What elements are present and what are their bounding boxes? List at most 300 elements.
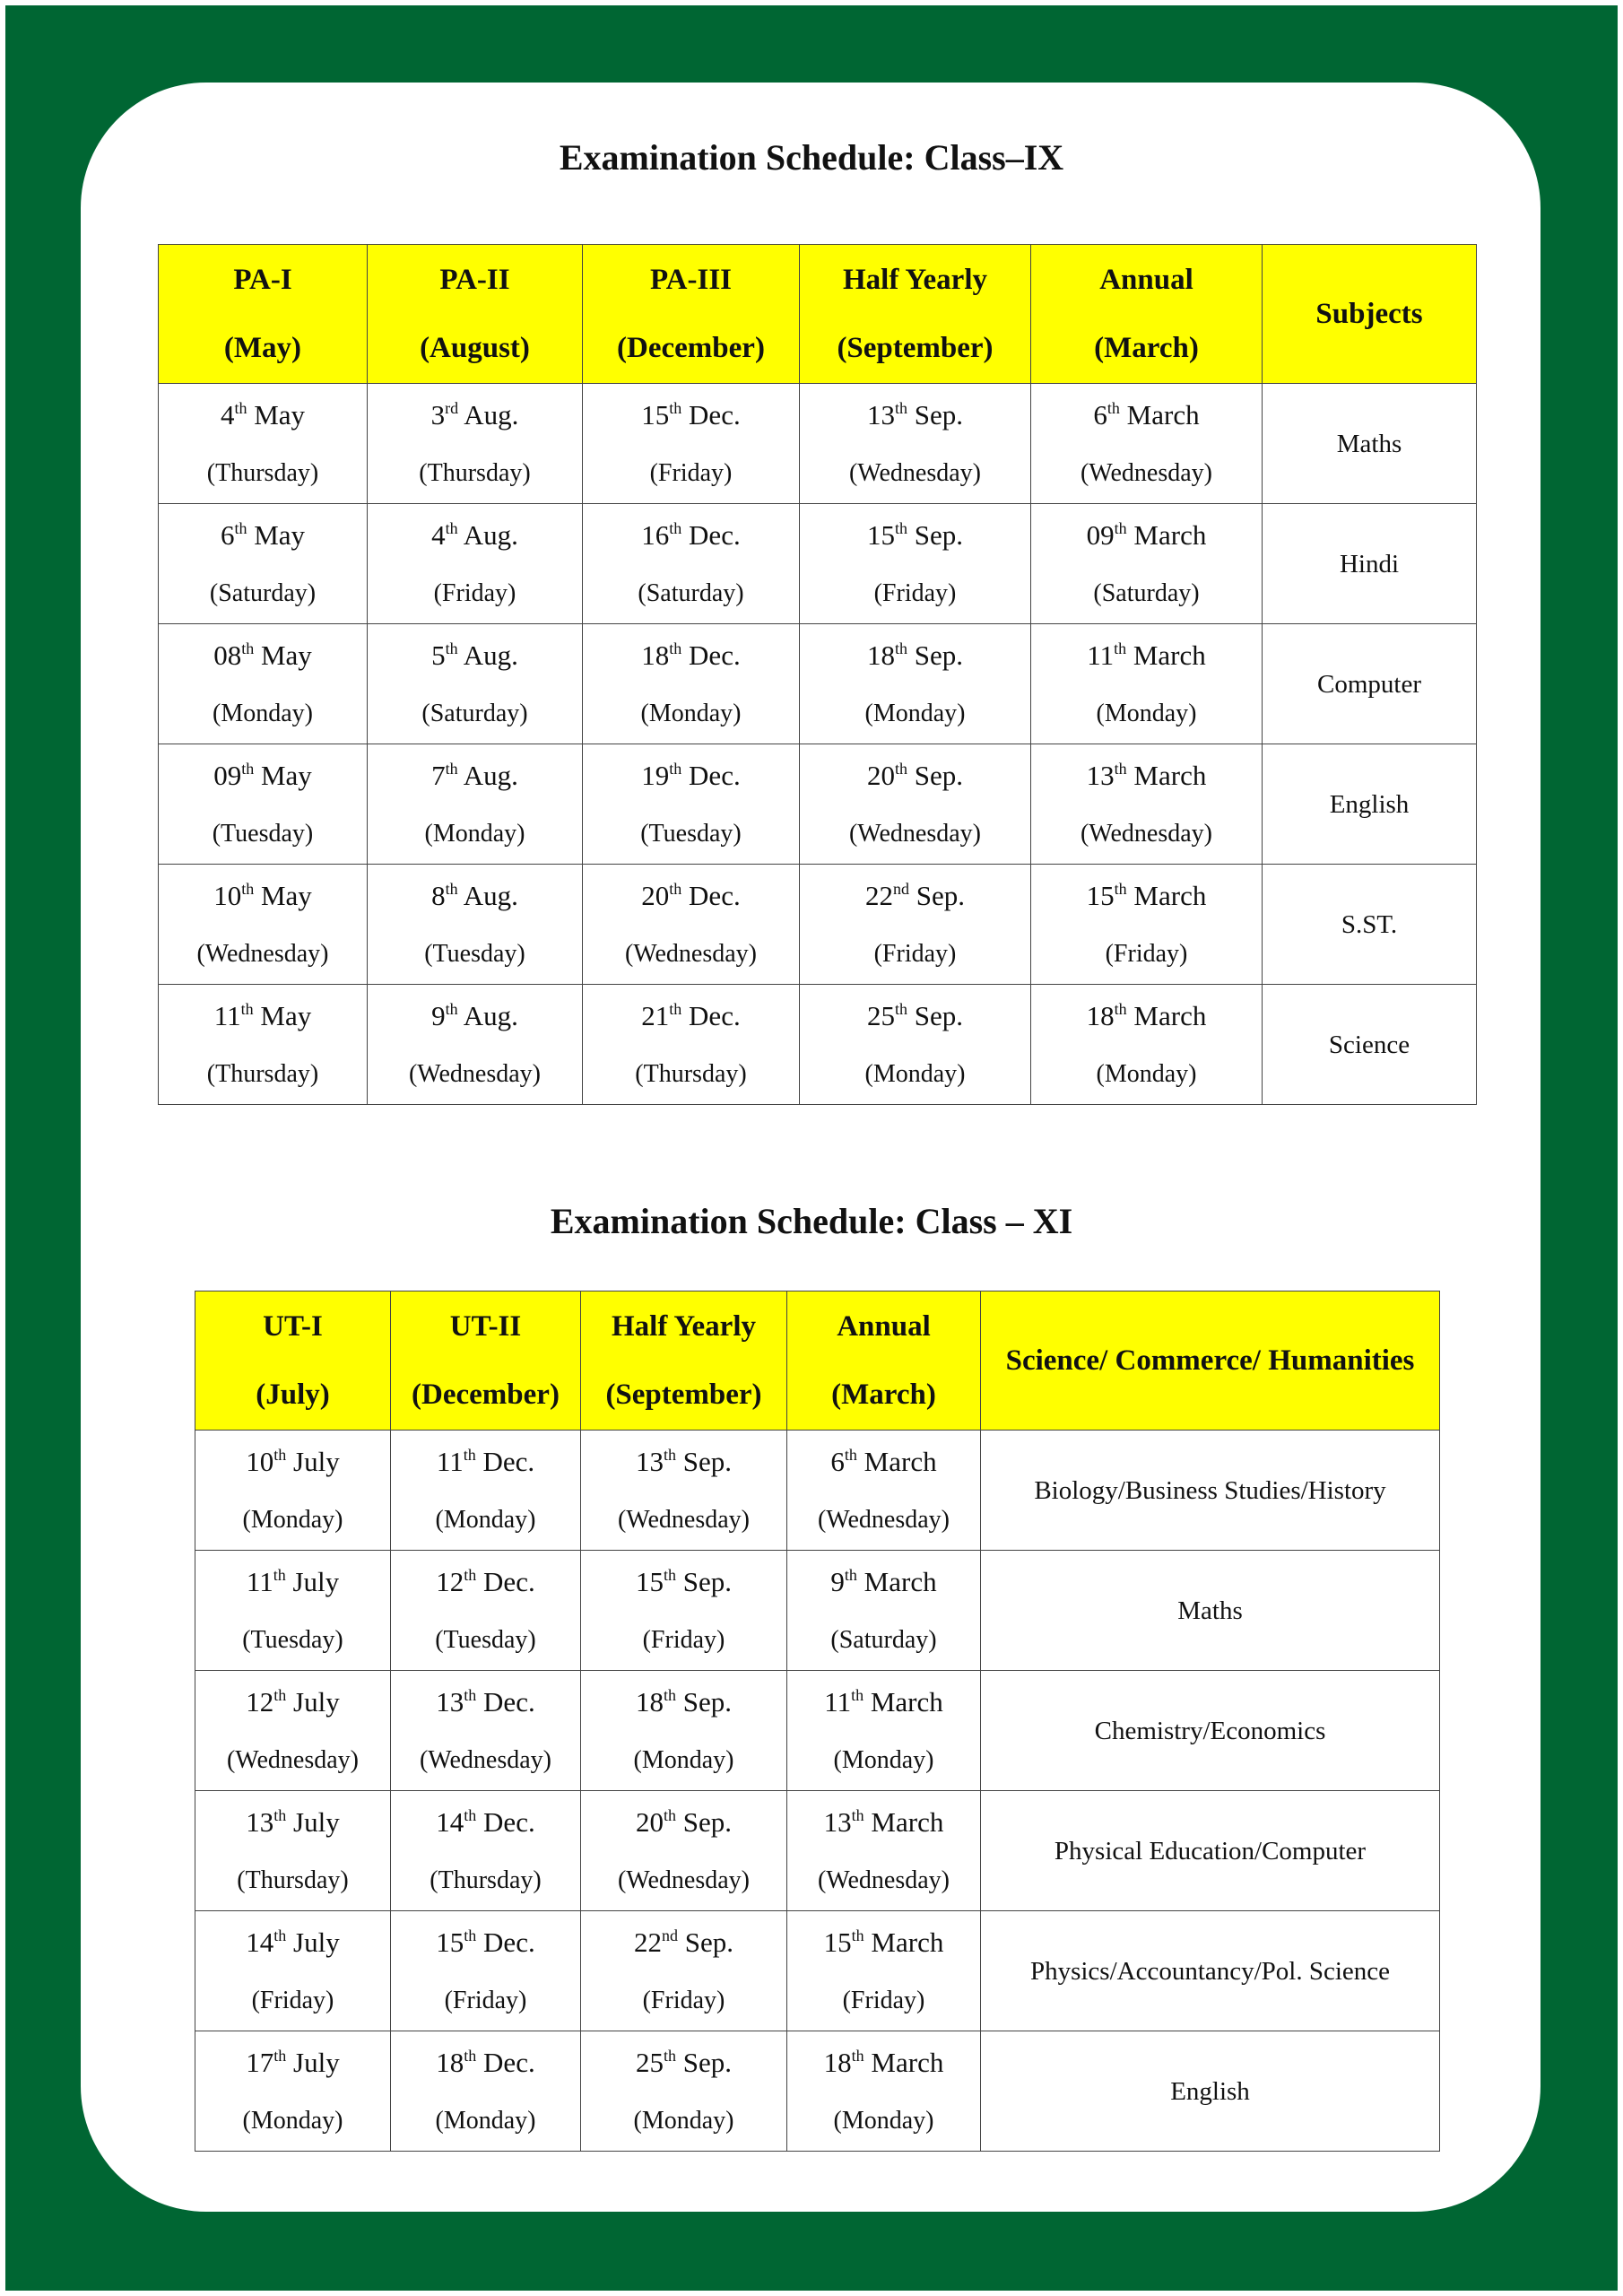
exam-weekday: (Monday) [633,2106,734,2135]
exam-date [159,1001,367,1031]
date-number: 4 [431,518,446,551]
exam-date [391,1447,580,1477]
exam-weekday: (Thursday) [206,458,319,487]
date-month: Dec. [689,639,741,671]
exam-date [583,640,799,671]
exam-weekday: (Monday) [833,1745,934,1774]
exam-date [368,640,582,671]
date-number: 21 [641,999,670,1031]
exam-weekday: (Tuesday) [424,939,525,968]
date-number: 13 [866,398,895,430]
date-month: Aug. [463,639,518,671]
date-month: Dec. [483,2046,535,2078]
exam-weekday: (Monday) [213,699,313,727]
date-number: 18 [823,2046,852,2078]
date-ordinal: th [894,518,907,537]
exam-weekday: (Saturday) [421,699,528,727]
date-cell [1031,744,1263,865]
exam-weekday: (Monday) [435,1505,536,1534]
subject-cell: Maths [1263,384,1477,504]
date-cell [581,1671,787,1791]
exam-weekday: (Friday) [433,578,516,607]
date-month: Sep. [914,639,963,671]
date-number: 13 [246,1805,274,1838]
date-cell [368,624,583,744]
date-ordinal: th [241,879,255,898]
date-month: Sep. [914,518,963,551]
exam-date [581,1447,786,1477]
date-ordinal: th [464,1685,477,1704]
date-month: July [293,1805,340,1838]
exam-date [787,2048,980,2078]
date-cell [787,1791,981,1911]
date-number: 3 [430,398,446,430]
date-cell [391,1671,581,1791]
date-number: 19 [641,759,670,791]
date-cell [368,865,583,985]
date-cell [195,1551,391,1671]
exam-date [368,400,582,430]
date-number: 11 [1087,639,1115,671]
exam-date [1031,761,1262,791]
exam-weekday: (Wednesday) [196,939,329,968]
date-month: Dec. [483,1805,535,1838]
date-cell [800,624,1031,744]
date-ordinal: th [234,398,247,417]
exam-weekday: (Tuesday) [242,1625,343,1654]
date-cell [583,744,800,865]
date-number: 10 [246,1445,274,1477]
date-ordinal: nd [662,1926,678,1944]
exam-date [159,640,367,671]
date-month: March [871,2046,944,2078]
date-month: March [1133,518,1207,551]
date-month: Dec. [689,759,741,791]
date-month: Dec. [483,1685,535,1718]
exam-date [800,881,1030,911]
date-ordinal: th [663,2046,676,2065]
date-cell [787,2031,981,2152]
exam-date [1031,520,1262,551]
exam-weekday: (Thursday) [419,458,531,487]
date-month: Aug. [463,999,518,1031]
header-annual: Annual (March) [787,1292,981,1431]
date-ordinal: th [844,1565,857,1584]
exam-weekday: (Saturday) [638,578,744,607]
date-ordinal: th [445,879,458,898]
exam-date [1031,1001,1262,1031]
date-cell [391,1551,581,1671]
header-subjects: Subjects [1263,245,1477,384]
date-ordinal: th [851,1805,864,1824]
date-ordinal: th [273,1926,287,1944]
date-cell [800,985,1031,1105]
class-ix-title: Examination Schedule: Class–IX [559,137,1064,178]
exam-date [195,1807,390,1838]
table-header-row [159,245,1477,384]
exam-date [391,1567,580,1597]
exam-weekday: (Saturday) [830,1625,937,1654]
header-half-yearly: Half Yearly (September) [800,245,1031,384]
exam-date [368,520,582,551]
date-month: Sep. [916,879,965,911]
date-number: 18 [1086,999,1115,1031]
exam-weekday: (Monday) [242,1505,343,1534]
date-number: 14 [436,1805,464,1838]
exam-date [159,400,367,430]
exam-date [800,400,1030,430]
date-cell [159,865,368,985]
exam-date [159,520,367,551]
date-ordinal: th [669,398,682,417]
date-month: March [1133,999,1207,1031]
exam-date [581,1927,786,1958]
date-cell [581,1791,787,1911]
date-number: 9 [431,999,446,1031]
date-number: 16 [641,518,670,551]
date-ordinal: th [241,639,255,657]
exam-date [583,520,799,551]
exam-weekday: (Wednesday) [1080,458,1212,487]
date-month: Sep. [682,1565,732,1597]
date-number: 09 [213,759,242,791]
exam-weekday: (Monday) [864,1059,966,1088]
exam-weekday: (Thursday) [237,1866,349,1894]
date-ordinal: th [894,999,907,1018]
exam-weekday: (Friday) [642,1986,725,2014]
date-number: 13 [635,1445,664,1477]
date-ordinal: th [234,518,247,537]
date-month: July [293,2046,340,2078]
date-number: 4 [220,398,235,430]
date-month: March [864,1445,937,1477]
date-ordinal: th [1114,639,1127,657]
date-cell [787,1911,981,2031]
date-month: Dec. [689,879,741,911]
date-month: Dec. [689,398,741,430]
date-cell [391,1791,581,1911]
date-ordinal: th [1107,398,1120,417]
table-row [195,1791,1440,1911]
date-number: 08 [213,639,242,671]
date-ordinal: th [464,2046,477,2065]
date-ordinal: th [445,639,458,657]
header-annual: Annual (March) [1031,245,1263,384]
date-ordinal: th [663,1685,676,1704]
exam-date [581,2048,786,2078]
exam-date [195,1447,390,1477]
date-month: Aug. [463,518,518,551]
date-number: 15 [436,1926,464,1958]
date-number: 7 [431,759,446,791]
exam-weekday: (Wednesday) [617,1505,750,1534]
date-month: May [260,759,312,791]
header-pa-i: PA-I (May) [159,245,368,384]
exam-date [800,761,1030,791]
exam-weekday: (Monday) [424,819,525,848]
date-cell [581,1551,787,1671]
class-xi-schedule-table [195,1291,1440,2152]
exam-weekday: (Monday) [1096,1059,1197,1088]
exam-weekday: (Wednesday) [848,819,981,848]
exam-date [581,1687,786,1718]
date-month: Aug. [464,398,519,430]
exam-weekday: (Wednesday) [408,1059,541,1088]
exam-date [787,1927,980,1958]
exam-date [391,1927,580,1958]
date-number: 14 [246,1926,274,1958]
date-month: Sep. [682,1805,732,1838]
date-month: Aug. [463,879,518,911]
header-pa-iii: PA-III (December) [583,245,800,384]
exam-date [787,1567,980,1597]
exam-date [368,1001,582,1031]
exam-weekday: (Monday) [633,1745,734,1774]
exam-date [787,1687,980,1718]
date-number: 11 [213,999,241,1031]
header-pa-ii: PA-II (August) [368,245,583,384]
date-cell [787,1431,981,1551]
exam-date [391,2048,580,2078]
date-cell [368,504,583,624]
date-number: 17 [246,2046,274,2078]
table-row [195,1911,1440,2031]
exam-weekday: (Tuesday) [435,1625,536,1654]
date-ordinal: th [445,518,458,537]
exam-weekday: (Monday) [1096,699,1197,727]
date-cell [581,1431,787,1551]
exam-weekday: (Thursday) [430,1866,542,1894]
exam-date [159,761,367,791]
date-ordinal: th [669,879,682,898]
subject-cell: Science [1263,985,1477,1105]
exam-weekday: (Friday) [251,1986,334,2014]
table-header-row [195,1292,1440,1431]
date-number: 09 [1086,518,1115,551]
exam-date [195,1687,390,1718]
exam-date [583,881,799,911]
date-ordinal: th [1114,759,1127,778]
date-month: March [1133,639,1206,671]
table-row [159,865,1477,985]
exam-date [800,520,1030,551]
subject-cell: S.ST. [1263,865,1477,985]
exam-date [1031,400,1262,430]
exam-weekday: (Friday) [842,1986,925,2014]
date-cell [800,865,1031,985]
date-month: July [293,1685,340,1718]
exam-date [159,881,367,911]
date-ordinal: th [240,999,254,1018]
date-month: March [864,1565,937,1597]
exam-weekday: (Monday) [435,2106,536,2135]
exam-weekday: (Saturday) [209,578,317,607]
class-xi-title: Examination Schedule: Class – XI [550,1201,1073,1241]
date-number: 6 [1093,398,1107,430]
date-cell [1031,865,1263,985]
date-number: 18 [866,639,895,671]
date-cell [787,1671,981,1791]
table-row [159,744,1477,865]
date-number: 13 [823,1805,852,1838]
date-ordinal: th [273,1445,287,1464]
date-month: July [292,1565,340,1597]
exam-date [368,881,582,911]
date-ordinal: nd [893,879,909,898]
subject-cell: Physics/Accountancy/Pol. Science [981,1911,1440,2031]
date-ordinal: th [445,759,458,778]
date-month: Dec. [483,1565,535,1597]
date-ordinal: th [1114,999,1127,1018]
date-cell [583,504,800,624]
subject-cell: Computer [1263,624,1477,744]
date-number: 12 [436,1565,464,1597]
date-ordinal: th [273,1685,287,1704]
date-number: 18 [635,1685,664,1718]
date-cell [787,1551,981,1671]
exam-weekday: (Friday) [649,458,733,487]
date-cell [1031,985,1263,1105]
date-number: 11 [436,1445,464,1477]
date-cell [800,504,1031,624]
date-ordinal: th [669,759,682,778]
exam-weekday: (Monday) [833,2106,934,2135]
date-number: 15 [823,1926,852,1958]
date-number: 9 [830,1565,845,1597]
exam-date [195,2048,390,2078]
date-month: Sep. [682,2046,732,2078]
date-number: 11 [246,1565,273,1597]
date-cell [368,985,583,1105]
date-ordinal: rd [445,398,459,417]
date-month: Sep. [914,759,963,791]
exam-weekday: (Wednesday) [817,1866,950,1894]
date-cell [581,2031,787,2152]
exam-weekday: (Tuesday) [212,819,314,848]
date-number: 15 [641,398,670,430]
exam-weekday: (Tuesday) [640,819,742,848]
date-month: Dec. [689,518,741,551]
header-half-yearly: Half Yearly (September) [581,1292,787,1431]
date-cell [159,744,368,865]
date-number: 5 [431,639,446,671]
date-cell [583,865,800,985]
subject-cell: Maths [981,1551,1440,1671]
table-row [159,624,1477,744]
date-ordinal: th [1114,518,1127,537]
table-row [159,985,1477,1105]
exam-date [581,1567,786,1597]
date-month: March [870,1685,943,1718]
exam-date [787,1807,980,1838]
date-ordinal: th [851,1685,864,1704]
table-row [159,504,1477,624]
date-ordinal: th [851,2046,864,2065]
date-ordinal: th [273,1805,287,1824]
date-cell [391,1911,581,2031]
date-number: 13 [436,1685,464,1718]
date-ordinal: th [894,398,907,417]
date-ordinal: th [445,999,458,1018]
table-row [195,1431,1440,1551]
date-number: 22 [634,1926,662,1958]
date-month: March [1133,759,1207,791]
exam-weekday: (Wednesday) [419,1745,551,1774]
exam-date [1031,881,1262,911]
date-number: 15 [1086,879,1115,911]
date-cell [1031,504,1263,624]
exam-date [583,1001,799,1031]
date-number: 15 [635,1565,664,1597]
date-number: 12 [246,1685,274,1718]
date-number: 6 [830,1445,845,1477]
table-row [159,384,1477,504]
subject-cell: English [981,2031,1440,2152]
date-month: Sep. [914,999,963,1031]
date-number: 18 [641,639,670,671]
subject-cell: Biology/Business Studies/History [981,1431,1440,1551]
table-row [195,1551,1440,1671]
date-ordinal: th [844,1445,857,1464]
date-ordinal: th [464,1805,477,1824]
exam-weekday: (Wednesday) [848,458,981,487]
date-ordinal: th [273,2046,287,2065]
exam-weekday: (Monday) [242,2106,343,2135]
exam-weekday: (Wednesday) [624,939,757,968]
exam-date [583,400,799,430]
table-row [195,1671,1440,1791]
header-ut-i: UT-I (July) [195,1292,391,1431]
date-cell [391,1431,581,1551]
exam-date [583,761,799,791]
date-ordinal: th [663,1445,676,1464]
date-month: May [260,999,312,1031]
date-ordinal: th [669,639,682,657]
header-streams: Science/ Commerce/ Humanities [981,1292,1440,1431]
date-number: 20 [641,879,670,911]
exam-weekday: (Friday) [873,939,957,968]
date-month: Sep. [914,398,963,430]
date-month: March [1133,879,1207,911]
date-cell [391,2031,581,2152]
date-number: 18 [436,2046,464,2078]
date-month: May [260,879,312,911]
date-month: July [293,1926,340,1958]
date-ordinal: th [663,1805,676,1824]
date-month: Dec. [689,999,741,1031]
exam-weekday: (Monday) [640,699,742,727]
exam-weekday: (Friday) [642,1625,725,1654]
date-ordinal: th [464,1565,477,1584]
exam-weekday: (Wednesday) [817,1505,950,1534]
exam-weekday: (Saturday) [1093,578,1200,607]
date-number: 10 [213,879,242,911]
date-ordinal: th [894,759,907,778]
date-month: Dec. [482,1445,535,1477]
exam-weekday: (Thursday) [635,1059,747,1088]
date-ordinal: th [1114,879,1127,898]
date-month: May [254,518,306,551]
exam-weekday: (Friday) [873,578,957,607]
date-cell [583,985,800,1105]
date-ordinal: th [241,759,255,778]
exam-date [800,640,1030,671]
date-cell [581,1911,787,2031]
class-ix-schedule-table [158,244,1477,1105]
subject-cell: English [1263,744,1477,865]
date-number: 15 [866,518,895,551]
date-cell [195,1671,391,1791]
